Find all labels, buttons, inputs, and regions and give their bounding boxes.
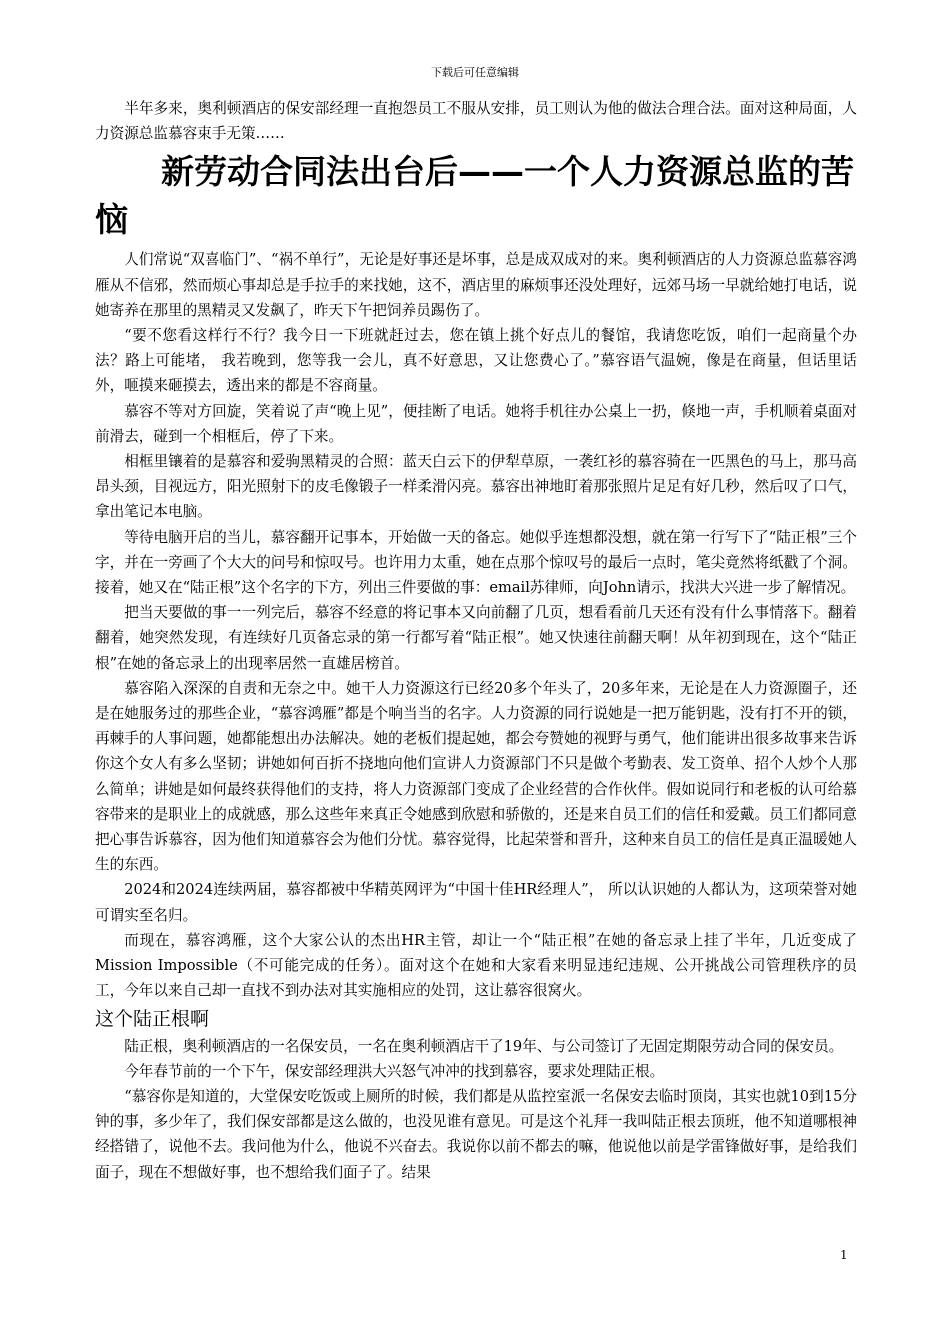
- section-heading: 这个陆正根啊: [95, 1007, 210, 1030]
- body-paragraph: “慕容你是知道的，大堂保安吃饭或上厕所的时候，我们都是从监控室派一名保安去临时顶岗，其实也就10到15分钟的事，多少年了，我们保安部都是这么做的，也没见谁有意见。可是这个礼拜一我叫陆正根去顶班，他不知道哪根神经搭错了，说他不去。我问他为什么，他说不兴奋去。我说你以前不都去的嘛，他说他以前是学雷锋做好事，是给我们面子，现在不想做好事，也不想给我们面子了。结果: [95, 1087, 857, 1181]
- body-paragraph: 慕容陷入深深的自责和无奈之中。她干人力资源这行已经20多个年头了，20多年来，无论是在人力资源圈子，还是在她服务过的那些企业，“慕容鸿雁”都是个响当当的名字。人力资源的同行说她是一把万能钥匙，没有打不开的锁，再棘手的人事问题，她都能想出办法解决。她的老板们提起她，都会夸赞她的视野与勇气，他们能讲出很多故事来告诉你这个女人有多么坚韧；讲她如何百折不挠地向他们宣讲人力资源部门不只是做个考勤表、发工资单、招个人炒个人那么简单；讲她是如何最终获得他们的支持，将人力资源部门变成了企业经营的合作伙伴。假如说同行和老板的认可给慕容带来的是职业上的成就感，那么这些年来真正令她感到欣慰和骄傲的，还是来自员工们的信任和爱戴。员工们都同意把心事告诉慕容，因为他们知道慕容会为他们分忧。慕容觉得，比起荣誉和晋升，这种来自员工的信任是真正温暖她人生的东西。: [95, 679, 857, 874]
- body-paragraph: 把当天要做的事一一列完后，慕容不经意的将记事本又向前翻了几页，想看看前几天还有没有什么事情落下。翻着翻着，她突然发现，有连续好几页备忘录的第一行都写着“陆正根”。她又快速往前翻天啊！从年初到现在，这个“陆正根”在她的备忘录上的出现率居然一直雄居榜首。: [95, 604, 857, 672]
- document-body: [95, 96, 857, 1185]
- page-header: 下载后可任意编辑: [431, 66, 519, 79]
- article-title: 新劳动合同法出台后——一个人力资源总监的苦恼: [95, 152, 854, 240]
- page-number: 1: [840, 1248, 848, 1262]
- body-paragraph: 2024和2024连续两届，慕容都被中华精英网评为“中国十佳HR经理人”， 所以认识她的人都认为，这项荣誉对她可谓实至名归。: [95, 881, 857, 924]
- body-paragraph: 今年春节前的一个下午，保安部经理洪大兴怒气冲冲的找到慕容，要求处理陆正根。: [124, 1062, 665, 1080]
- intro-paragraph: 半年多来，奥利顿酒店的保安部经理一直抱怨员工不服从安排，员工则认为他的做法合理合法。面对这种局面，人力资源总监慕容束手无策……: [95, 100, 857, 143]
- body-paragraph: 陆正根，奥利顿酒店的一名保安员，一名在奥利顿酒店干了19年、与公司签订了无固定期限劳动合同的保安员。: [124, 1037, 844, 1055]
- body-paragraph: 慕容不等对方回旋，笑着说了声“晚上见”，便挂断了电话。她将手机往办公桌上一扔，倏地一声，手机顺着桌面对前滑去，碰到一个相框后，停了下来。: [95, 402, 857, 445]
- body-paragraph: 等待电脑开启的当儿，慕容翻开记事本，开始做一天的备忘。她似乎连想都没想，就在第一行写下了“陆正根”三个字，并在一旁画了个大大的问号和惊叹号。也许用力太重，她在点那个惊叹号的最后一点时，笔尖竟然将纸戳了个洞。接着，她又在“陆正根”这个名字的下方，列出三件要做的事：email苏律师，向John请示，找洪大兴进一步了解情况。: [95, 528, 857, 597]
- body-paragraph: 人们常说“双喜临门”、“祸不单行”，无论是好事还是坏事，总是成双成对的来。奥利顿酒店的人力资源总监慕容鸿雁从不信邪，然而烦心事却总是手拉手的来找她，这不，酒店里的麻烦事还没处理好，远郊马场一早就给她打电话，说她寄养在那里的黑精灵又发飙了，昨天下午把饲养员踢伤了。: [95, 251, 857, 319]
- body-paragraph: “要不您看这样行不行？我今日一下班就赶过去，您在镇上挑个好点儿的餐馆，我请您吃饭，咱们一起商量个办法？路上可能堵， 我若晚到，您等我一会儿，真不好意思，又让您费心了。”慕容语气温婉，像是在商量，但话里话外，咂摸来砸摸去，透出来的都是不容商量。: [95, 327, 857, 395]
- body-paragraph: 而现在，慕容鸿雁，这个大家公认的杰出HR主管，却让一个“陆正根”在她的备忘录上挂了半年，几近变成了Mission Impossible（不可能完成的任务）。面对这个在她和大家看来明显违纪违规、公开挑战公司管理秩序的员工，今年以来自己却一直找不到办法对其实施相应的处罚，这让慕容很窝火。: [95, 931, 857, 1000]
- body-paragraph: 相框里镶着的是慕容和爱驹黑精灵的合照：蓝天白云下的伊犁草原，一袭红衫的慕容骑在一匹黑色的马上，那马高昂头颈，目视远方，阳光照射下的皮毛像锻子一样柔滑闪亮。慕容出神地盯着那张照片足足有好几秒，然后叹了口气，拿出笔记本电脑。: [95, 453, 857, 521]
